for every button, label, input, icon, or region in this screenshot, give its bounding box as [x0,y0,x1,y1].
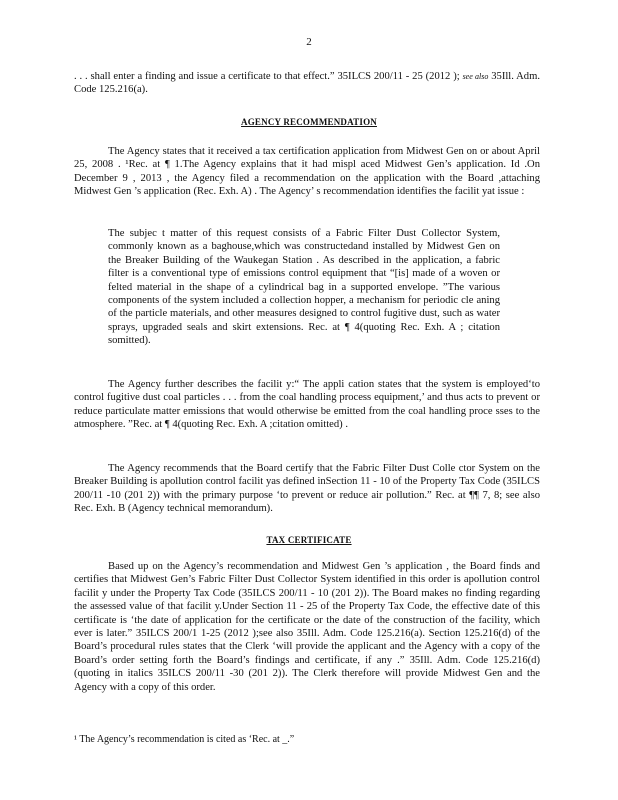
tax-certificate-paragraph: Based up on the Agency’s recommendation and Midwest Gen ’s application , the Board finds and certifies that Midwest Gen’s Fabric Filter Dust Collector System identified in this order is apollution control facilit y under the Property Tax Code (35ILCS 200/11 - 10 (201 2)). The Board makes no finding regarding the assessed value of that facilit y.Under Section 11 - 25 of the Property Tax Code, the effective date of this certificate is ‘the date of application for the certificate or the date of the construction of the facility, which ever is later.” 35ILCS 200/1 1-25 (2012 );see also 35Ill. Adm. Code 125.216(a). Section 125.216(d) of the Board’s procedural rules states that the Clerk ‘will provide the applicant and the Agency with a copy of the Board’s order setting forth the Board’s findings and certificate, if any .” 35Ill. Adm. Code 125.216(d) (quoting in italics 35ILCS 200/11 -30 (201 2)). The Clerk therefore will provide Midwest Gen and the Agency with a copy of this order. [74,561,540,693]
intro-see-also: see also [462,72,489,81]
agency-paragraph-1: The Agency states that it received a tax certification application from Midwest Gen on or about April 25, 2008 . ¹Rec. at ¶ 1.The Agency explains that it had mispl aced Midwest Gen’s application. Id .On December 9 , 2013 , the Agency filed a recommendation on the application with the Board ,attaching Midwest Gen ’s application (Rec. Exh. A) . The Agency’ s recommendation identifies the facilit yat issue : [74,146,540,198]
page-number: 2 [306,36,312,48]
intro-cite: 35Ill. Adm. Code 125.216(a). [74,71,540,96]
agency-paragraph-2: The Agency further describes the facilit y:“ The appli cation states that the system is employed‘to control fugitive dust coal particles . . . from the coal handling process equipment,’ and thus acts to prevent or reduce particulate matter emissions that would otherwise be emitted from the coal handling proce sses to the atmosphere. ”Rec. at ¶ 4(quoting Rec. Exh. A ;citation omitted) . [74,379,540,431]
intro-text: . . . shall enter a finding and issue a certificate to that effect.” 35ILCS 200/11 - 25 (2012 ); [74,71,460,82]
tax-certificate-heading: TAX CERTIFICATE [266,535,352,545]
agency-recommendation-heading: AGENCY RECOMMENDATION [241,117,377,127]
footnote: ¹ The Agency’s recommendation is cited as ‘Rec. at _.” [74,734,295,745]
agency-block-quote: The subjec t matter of this request consists of a Fabric Filter Dust Collector System, commonly known as a baghouse,which was constructedand installed by Midwest Gen on the Breaker Building of the Waukegan Station . As described in the application, a fabric filter is a conventional type of emissions control equipment that “[is] made of a woven or felted material in the shape of a cylindrical bag in a supported envelope. ”The various components of the system included a collection hopper, a mechanism for periodic cle aning of the particle materials, and other measures designed to control fugitive dust, such as water sprays, upgraded seals and skirt extensions. Rec. at ¶ 4(quoting Rec. Exh. A ; citation somitted). [108,228,500,347]
agency-paragraph-3: The Agency recommends that the Board certify that the Fabric Filter Dust Colle ctor System on the Breaker Building is apollution control facilit yas defined inSection 11 - 10 of the Property Tax Code (35ILCS 200/11 -10 (201 2)) with the primary purpose ‘to prevent or reduce air pollution.” Rec. at ¶¶ 7, 8; see also Rec. Exh. B (Agency technical memorandum). [74,463,540,515]
intro-paragraph [74,70,540,97]
